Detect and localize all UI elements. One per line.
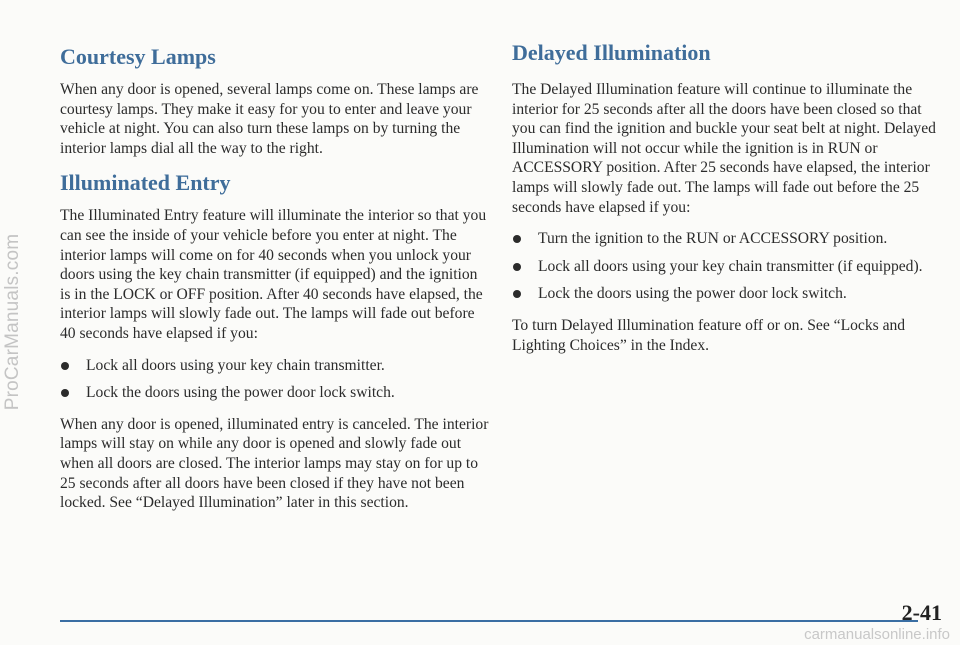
side-watermark (0, 0, 26, 645)
list-item-text: Lock all doors using your key chain transmitter (if equipped). (538, 257, 923, 275)
illuminated-entry-list (60, 356, 490, 403)
list-item (512, 229, 940, 249)
illuminated-entry-paragraph: The Illuminated Entry feature will illuminate the interior so that you can see the inside of your vehicle before you enter at night. The interior lamps will come on for 40 seconds when you unlock your doors using the key chain transmitter (if equipped) and the ignition is in the LOCK or OFF position. After 40 seconds have elapsed, the interior lamps will slowly fade out. The lamps will fade out before 40 seconds have elapsed if you: (60, 207, 487, 342)
footer-watermark: carmanualsonline.info (804, 626, 950, 643)
bullet-icon (513, 235, 521, 243)
right-column (512, 0, 940, 355)
list-item-text: Lock all doors using your key chain transmitter. (86, 356, 385, 374)
side-watermark-text: ProCarManuals.com (2, 233, 23, 411)
list-item-text: Lock the doors using the power door lock switch. (86, 384, 395, 402)
delayed-illumination-toggle-paragraph: To turn Delayed Illumination feature off or on. See “Locks and Lighting Choices” in the Index. (512, 316, 906, 354)
delayed-illumination-list (512, 229, 940, 304)
list-item (512, 284, 940, 304)
page-number: 2-41 (901, 600, 942, 625)
illuminated-entry-cancel-paragraph: When any door is opened, illuminated entry is canceled. The interior lamps will stay on while any door is opened and slowly fade out when all doors are closed. The interior lamps may stay on for up to 25 seconds after all doors have been closed if they have not been locked. See “Delayed Illumination” later in this section. (60, 415, 489, 512)
courtesy-lamps-heading: Courtesy Lamps (60, 44, 216, 69)
list-item (60, 383, 490, 403)
delayed-illumination-paragraph: The Delayed Illumination feature will continue to illuminate the interior for 25 seconds after all the doors have been closed so that you can find the ignition and buckle your seat belt at night. Delayed Illumination will not occur while the ignition is in RUN or ACCESSORY position. After 25 seconds have elapsed, the interior lamps will slowly fade out. The lamps will fade out before the 25 seconds have elapsed if you: (512, 81, 936, 216)
list-item (60, 356, 490, 376)
bullet-icon (513, 263, 521, 271)
list-item-text: Turn the ignition to the RUN or ACCESSORY position. (538, 230, 888, 248)
bullet-icon (61, 362, 69, 370)
left-column (60, 0, 490, 513)
courtesy-lamps-paragraph: When any door is opened, several lamps come on. These lamps are courtesy lamps. They make it easy for you to enter and leave your vehicle at night. You can also turn these lamps on by turning the interior lamps dial all the way to the right. (60, 81, 479, 157)
bullet-icon (61, 389, 69, 397)
list-item (512, 257, 940, 277)
list-item-text: Lock the doors using the power door lock switch. (538, 285, 847, 303)
bullet-icon (513, 290, 521, 298)
illuminated-entry-heading: Illuminated Entry (60, 170, 231, 196)
delayed-illumination-heading: Delayed Illumination (512, 40, 711, 65)
footer-rule (60, 620, 918, 622)
